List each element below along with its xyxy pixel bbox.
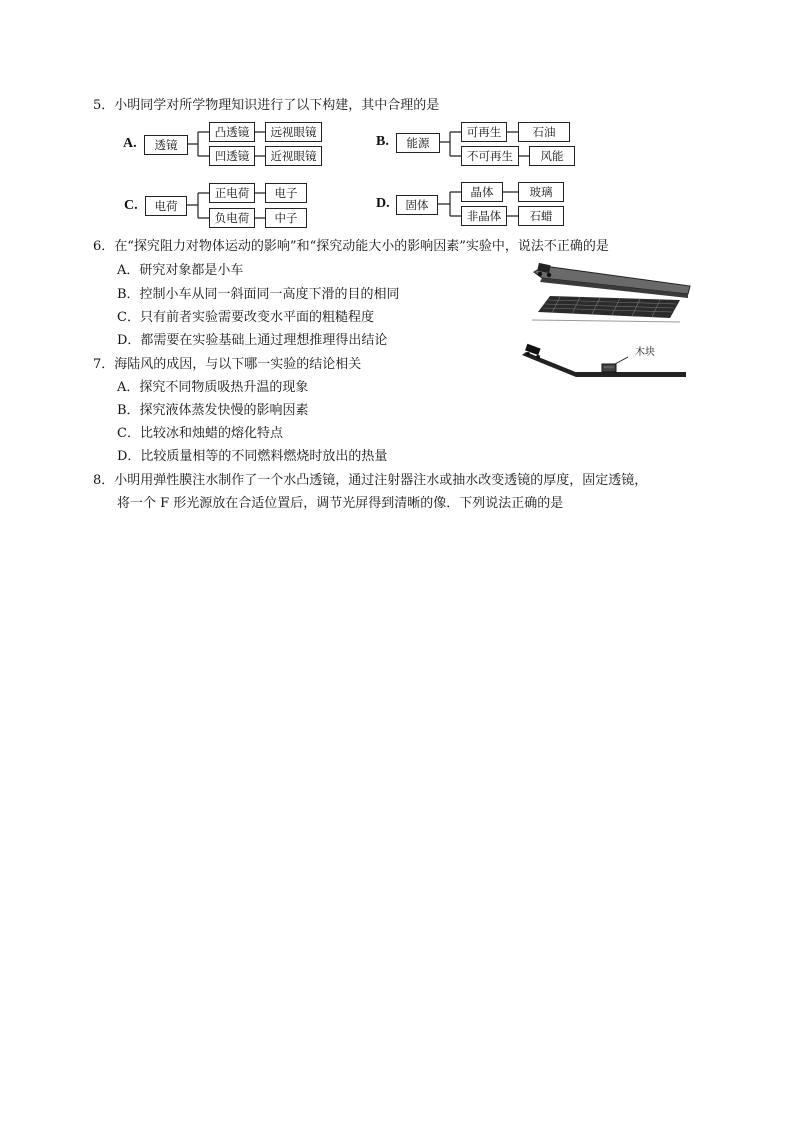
q5-b-branch2-child-box: 风能 [529, 146, 575, 166]
q6-option-c: C．只有前者实验需要改变水平面的粗糙程度 [117, 310, 374, 325]
q5-d-root-box: 固体 [396, 195, 438, 215]
q7-option-d: D．比较质量相等的不同燃料燃烧时放出的热量 [117, 449, 388, 464]
block-label: 木块 [635, 347, 655, 358]
q7-option-b: B．探究液体蒸发快慢的影响因素 [117, 403, 309, 418]
q5-connector-lines [0, 0, 793, 260]
q5-option-c-letter: C. [124, 198, 138, 213]
q5-c-root-box: 电荷 [145, 196, 187, 216]
q8-line2: 将一个 F 形光源放在合适位置后，调节光屏得到清晰的像．下列说法正确的是 [117, 496, 564, 511]
q5-a-branch1-box: 凸透镜 [209, 122, 255, 142]
q5-a-branch2-box: 凹透镜 [209, 146, 255, 166]
q5-c-branch1-box: 正电荷 [209, 183, 255, 203]
q7-option-c: C．比较冰和烛蜡的熔化特点 [117, 426, 283, 441]
q7-option-a: A．探究不同物质吸热升温的现象 [117, 380, 309, 395]
q5-b-branch1-child-box: 石油 [518, 122, 570, 142]
q5-option-d-letter: D. [376, 196, 390, 211]
q5-d-branch1-box: 晶体 [461, 182, 503, 202]
q5-c-branch2-child-box: 中子 [265, 208, 307, 228]
q6-option-d: D．都需要在实验基础上通过理想推理得出结论 [117, 333, 388, 348]
q5-stem: 5．小明同学对所学物理知识进行了以下构建，其中合理的是 [93, 98, 440, 113]
q5-d-branch1-child-box: 玻璃 [518, 182, 564, 202]
q5-b-root-box: 能源 [396, 133, 440, 153]
q5-c-branch2-box: 负电荷 [209, 208, 255, 228]
q8-line1: 8．小明用弹性膜注水制作了一个水凸透镜，通过注射器注水或抽水改变透镜的厚度，固定透镜， [93, 473, 648, 488]
q6-option-b: B．控制小车从同一斜面同一高度下滑的目的相同 [117, 287, 400, 302]
q7-stem: 7．海陆风的成因，与以下哪一实验的结论相关 [93, 357, 362, 372]
q5-option-a-letter: A. [123, 136, 137, 151]
q5-d-branch2-box: 非晶体 [461, 206, 507, 226]
q5-a-branch1-child-box: 远视眼镜 [265, 122, 322, 142]
q5-option-b-letter: B. [376, 134, 389, 149]
q6-stem: 6．在“探究阻力对物体运动的影响”和“探究动能大小的影响因素”实验中，说法不正确的是 [93, 239, 609, 254]
q5-a-root-box: 透镜 [144, 135, 188, 155]
ramp-cart-figure [530, 262, 695, 324]
q5-b-branch2-box: 不可再生 [461, 146, 519, 166]
q5-c-branch1-child-box: 电子 [265, 183, 307, 203]
q5-d-branch2-child-box: 石蜡 [518, 206, 564, 226]
q6-option-a: A．研究对象都是小车 [117, 263, 244, 278]
q5-a-branch2-child-box: 近视眼镜 [265, 146, 322, 166]
incline-block-drawing [520, 343, 688, 383]
q5-b-branch1-box: 可再生 [461, 122, 507, 142]
